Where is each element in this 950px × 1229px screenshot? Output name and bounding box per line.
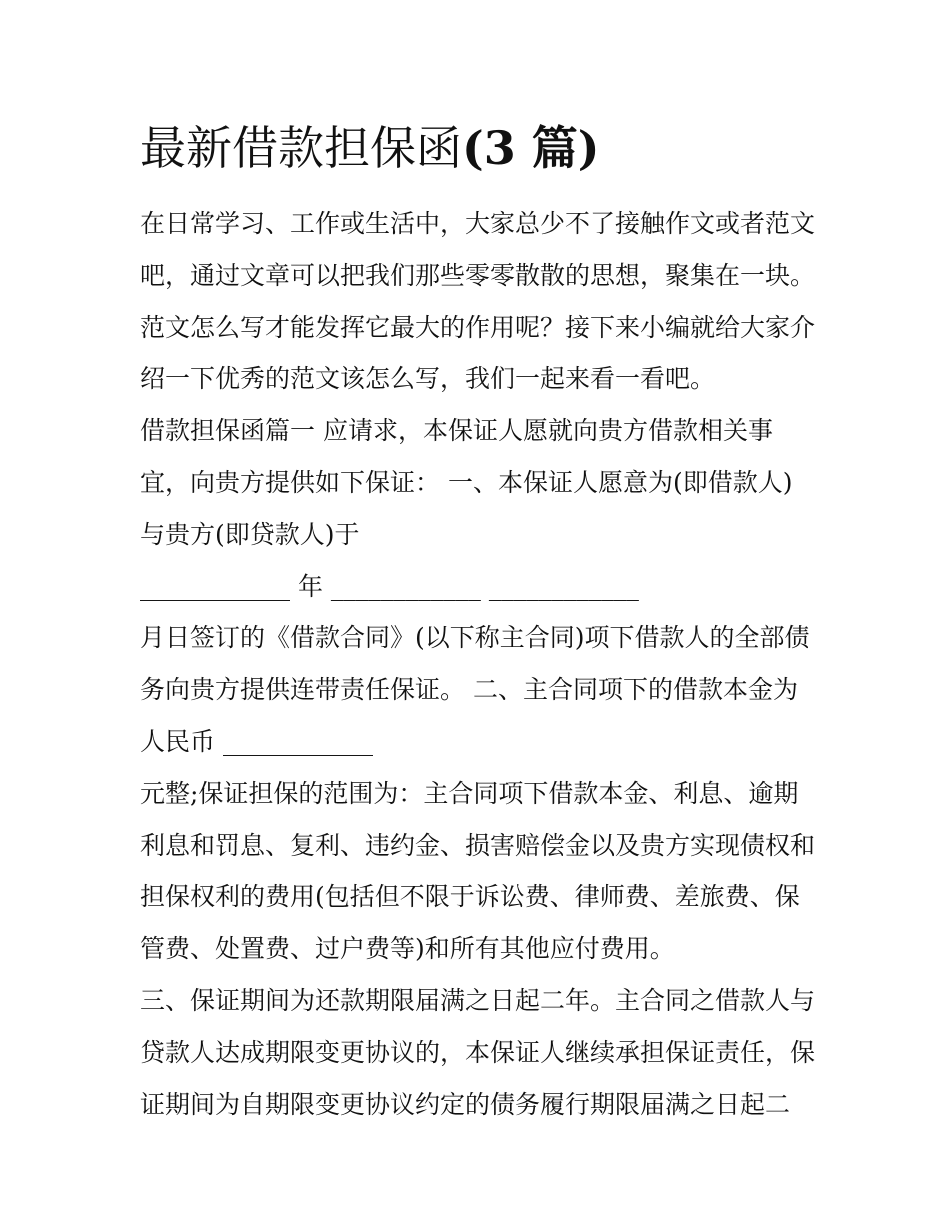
body-line-15: 管费、处置费、过户费等)和所有其他应付费用。 — [140, 934, 675, 964]
document-body — [140, 198, 820, 1130]
body-line-10: 务向贵方提供连带责任保证。 二、主合同项下的借款本金为 — [140, 675, 798, 705]
body-line-2: 吧，通过文章可以把我们那些零零散散的思想，聚集在一块。 — [140, 260, 816, 290]
body-line-8-date-blanks: ____________ 年 ____________ ____________ — [140, 571, 639, 601]
body-line-6: 宜，向贵方提供如下保证： 一、本保证人愿意为(即借款人) — [140, 467, 793, 497]
body-line-1: 在日常学习、工作或生活中，大家总少不了接触作文或者范文 — [140, 209, 816, 238]
title-count: (3 篇) — [462, 121, 600, 175]
body-line-11-amount-blank: 人民币 ____________ — [140, 726, 373, 756]
body-line-7: 与贵方(即贷款人)于 — [140, 519, 360, 549]
body-line-9: 月日签订的《借款合同》(以下称主合同)项下借款人的全部债 — [140, 623, 810, 653]
body-line-16: 三、保证期间为还款期限届满之日起二年。主合同之借款人与 — [140, 985, 816, 1015]
body-line-13: 利息和罚息、复利、违约金、损害赔偿金以及贵方实现债权和 — [140, 830, 816, 860]
title-main: 最新借款担保函 — [140, 121, 462, 175]
body-line-5: 借款担保函篇一 应请求，本保证人愿就向贵方借款相关事 — [140, 416, 773, 446]
body-line-4: 绍一下优秀的范文该怎么写，我们一起来看一看吧。 — [140, 364, 716, 394]
body-line-17: 贷款人达成期限变更协议的，本保证人继续承担保证责任，保 — [140, 1037, 816, 1067]
body-line-3: 范文怎么写才能发挥它最大的作用呢？接下来小编就给大家介 — [140, 312, 816, 342]
body-line-18: 证期间为自期限变更协议约定的债务履行期限届满之日起二 — [140, 1089, 791, 1119]
body-line-14: 担保权利的费用(包括但不限于诉讼费、律师费、差旅费、保 — [140, 882, 800, 912]
document-title — [140, 118, 600, 178]
body-line-12: 元整;保证担保的范围为：主合同项下借款本金、利息、逾期 — [140, 778, 799, 808]
